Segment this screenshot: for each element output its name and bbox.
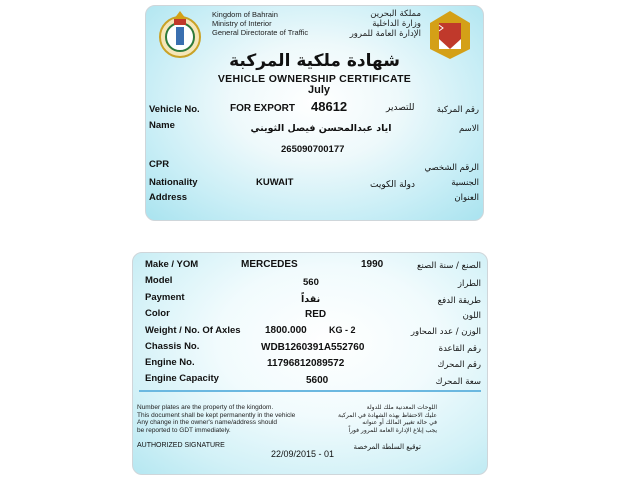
row-label: Weight / No. Of Axles [145,325,241,336]
divider [139,390,481,392]
issue-date: 22/09/2015 - 01 [271,449,335,459]
header-en-line: Kingdom of Bahrain [212,10,278,19]
issue-month: July [308,84,331,96]
ownership-certificate-front [145,5,484,221]
cpr-number: 265090700177 [281,144,345,155]
header-ar-line: الإدارة العامة للمرور [349,29,421,39]
address-label-ar: العنوان [454,193,479,203]
header-ar-line: وزارة الداخلية [372,19,421,29]
model-value: 560 [303,277,319,288]
title-english: VEHICLE OWNERSHIP CERTIFICATE [217,73,412,85]
nationality-value-ar: دولة الكويت [370,180,415,190]
row-label: Model [145,275,173,286]
row-label: Payment [145,292,185,303]
header-ar-line: مملكة البحرين [370,9,421,19]
address-label: Address [149,192,188,203]
name-label-ar: الاسم [459,124,479,134]
nationality-label-ar: الجنسية [451,178,479,188]
notice-en [137,404,295,434]
row-label-ar: رقم المحرك [437,360,481,370]
authorized-signature-label: AUTHORIZED SIGNATURE [137,442,225,449]
row-label-ar: سعة المحرك [435,377,481,387]
row-label: Chassis No. [145,341,200,352]
vehicle-no-label: Vehicle No. [149,104,200,115]
notice-ar [338,404,437,434]
notice-line-ar: يجب إبلاغ الإدارة العامة للمرور فوراً [348,426,437,434]
row-label-ar: الوزن / عدد المحاور [410,327,481,337]
licensing-authority-label-ar: توقيع السلطة المرخصة [353,443,421,451]
owner-name: اياد عبدالمحسن فيصل الثويني [250,123,392,134]
notice-line: This document shall be kept permanently in the vehicle [137,411,296,419]
for-export-label: FOR EXPORT [230,103,296,114]
engine-no-value: 11796812089572 [267,358,345,369]
engine-capacity-value: 5600 [306,375,329,386]
notice-line-ar: اللوحات المعدنية ملك للدولة [366,404,437,411]
row-label: Color [145,308,170,319]
notice-line: Number plates are the property of the kingdom. [137,404,274,411]
name-label: Name [149,120,175,131]
header-ar [350,9,421,39]
make-value: MERCEDES [241,259,298,270]
notice-line-ar: في حالة تغيير المالك أو عنوانه [362,419,437,426]
title-arabic: شهادة ملكية المركبة [229,51,400,71]
vehicle-no-label-ar: رقم المركبة [436,105,479,115]
payment-value: نقداً [301,294,321,305]
header-en-line: Ministry of Interior [212,19,272,28]
nationality-value: KUWAIT [256,177,294,188]
for-export-label-ar: للتصدير [386,103,415,113]
vehicle-number: 48612 [311,99,348,114]
color-value: RED [305,309,327,320]
axles-value: KG - 2 [329,325,356,335]
row-label-ar: رقم القاعدة [438,344,481,354]
notice-line: be reported to GDT immediately. [137,426,231,434]
cpr-label: CPR [149,159,170,170]
row-label: Make / YOM [145,259,199,270]
row-label-ar: الطراز [457,279,481,289]
weight-value: 1800.000 [265,325,307,336]
notice-line-ar: عليك الاحتفاظ بهذه الشهادة في المركبة [337,411,437,419]
nationality-label: Nationality [149,177,198,188]
notice-line: Any change in the owner's name/address should [137,419,277,426]
cpr-label-ar: الرقم الشخصي [424,163,479,173]
row-label: Engine Capacity [145,373,219,384]
row-label-ar: طريقة الدفع [437,296,481,306]
row-label-ar: الصنع / سنة الصنع [416,261,481,271]
header-en [212,10,308,37]
ownership-certificate-back [132,252,488,475]
year-value: 1990 [361,259,384,270]
row-label: Engine No. [145,357,195,368]
header-en-line: General Directorate of Traffic [212,28,309,37]
row-label-ar: اللون [462,311,481,321]
chassis-value: WDB1260391A552760 [261,342,365,353]
